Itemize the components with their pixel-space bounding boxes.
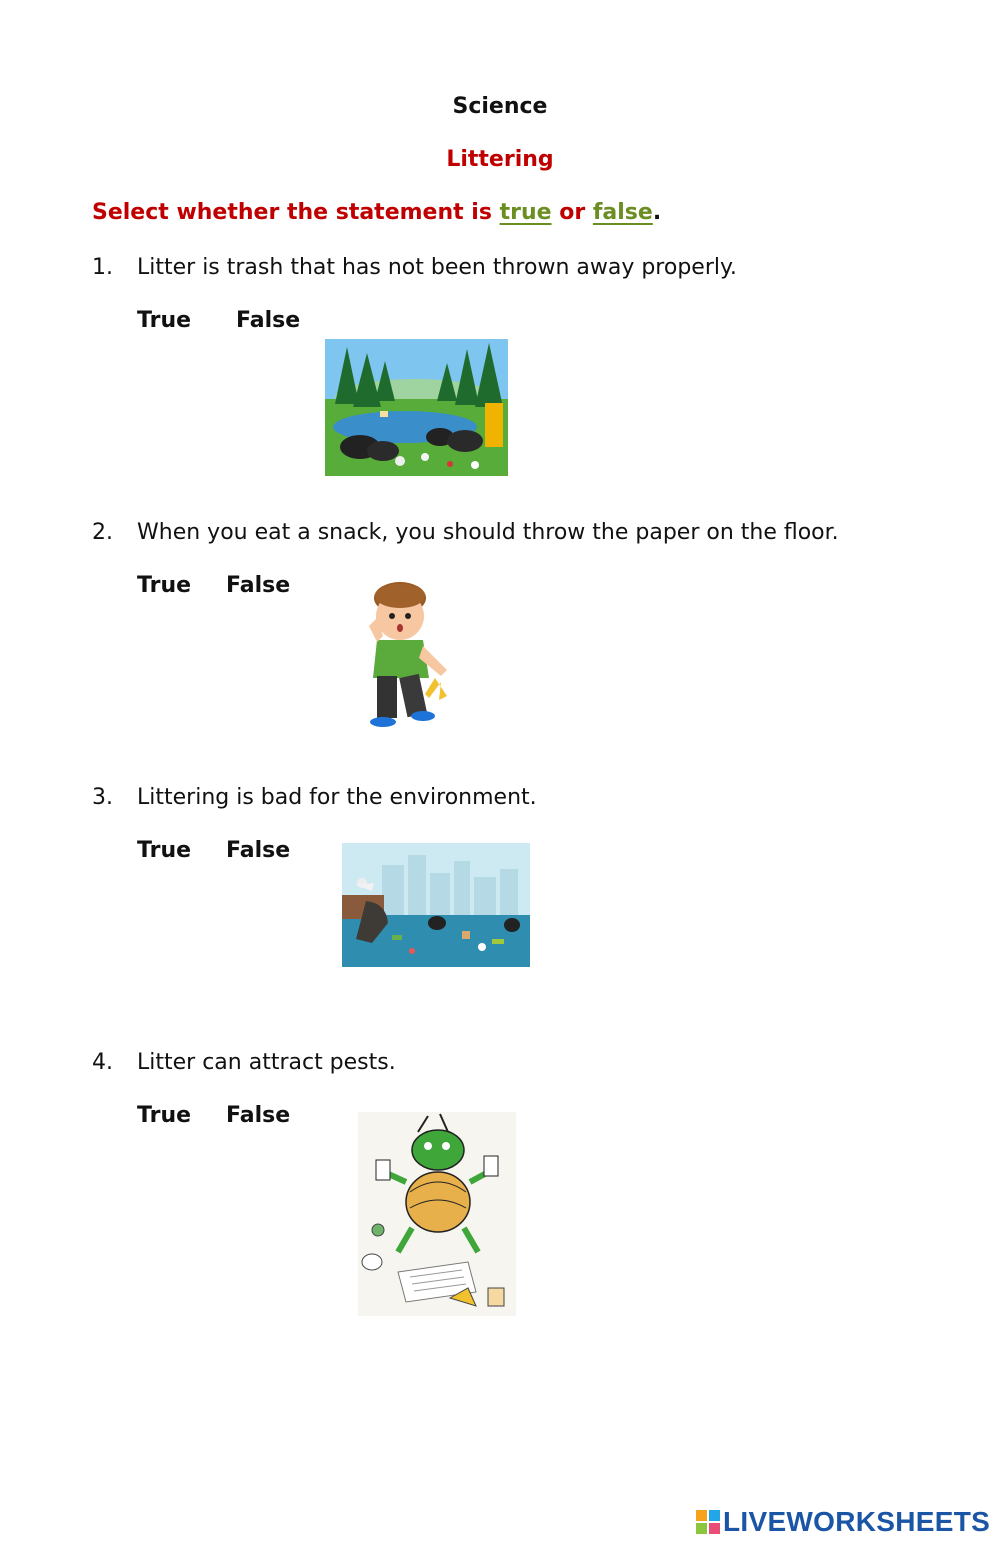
- question-number: 3.: [92, 785, 113, 810]
- park-litter-image: [325, 339, 508, 476]
- question-2: [92, 520, 839, 545]
- q4-false-option[interactable]: False: [226, 1103, 291, 1128]
- instruction-middle: or: [551, 200, 593, 225]
- question-number: 1.: [92, 255, 113, 280]
- question-4: [92, 1050, 396, 1075]
- instruction-false-word: false: [592, 200, 653, 225]
- question-text: Litter is trash that has not been thrown away properly.: [137, 255, 737, 280]
- boy-banana-peel-image: [355, 578, 465, 730]
- instruction-prefix: Select whether the statement is: [92, 200, 500, 225]
- q3-false-option[interactable]: False: [226, 838, 291, 863]
- subject-title: Science: [452, 94, 548, 119]
- polluted-river-image: [342, 843, 530, 967]
- q3-true-option[interactable]: True: [137, 838, 192, 863]
- liveworksheets-logo-text: LIVEWORKSHEETS: [723, 1506, 991, 1537]
- liveworksheets-logo[interactable]: [696, 1505, 990, 1539]
- question-text: Littering is bad for the environment.: [137, 785, 537, 810]
- question-text: When you eat a snack, you should throw the paper on the floor.: [137, 520, 839, 545]
- q1-true-option[interactable]: True: [137, 308, 192, 333]
- q4-true-option[interactable]: True: [137, 1103, 192, 1128]
- question-1: [92, 255, 737, 280]
- instruction-true-word: true: [499, 200, 552, 225]
- question-text: Litter can attract pests.: [137, 1050, 396, 1075]
- instruction-suffix: .: [652, 200, 662, 225]
- q2-false-option[interactable]: False: [226, 573, 291, 598]
- topic-title: Littering: [446, 147, 554, 172]
- q1-false-option[interactable]: False: [236, 308, 301, 333]
- q2-true-option[interactable]: True: [137, 573, 192, 598]
- question-3: [92, 785, 537, 810]
- question-number: 4.: [92, 1050, 113, 1075]
- question-number: 2.: [92, 520, 113, 545]
- cockroach-trash-image: [358, 1112, 516, 1316]
- instruction: [92, 200, 661, 225]
- liveworksheets-logo-icon: [696, 1510, 720, 1534]
